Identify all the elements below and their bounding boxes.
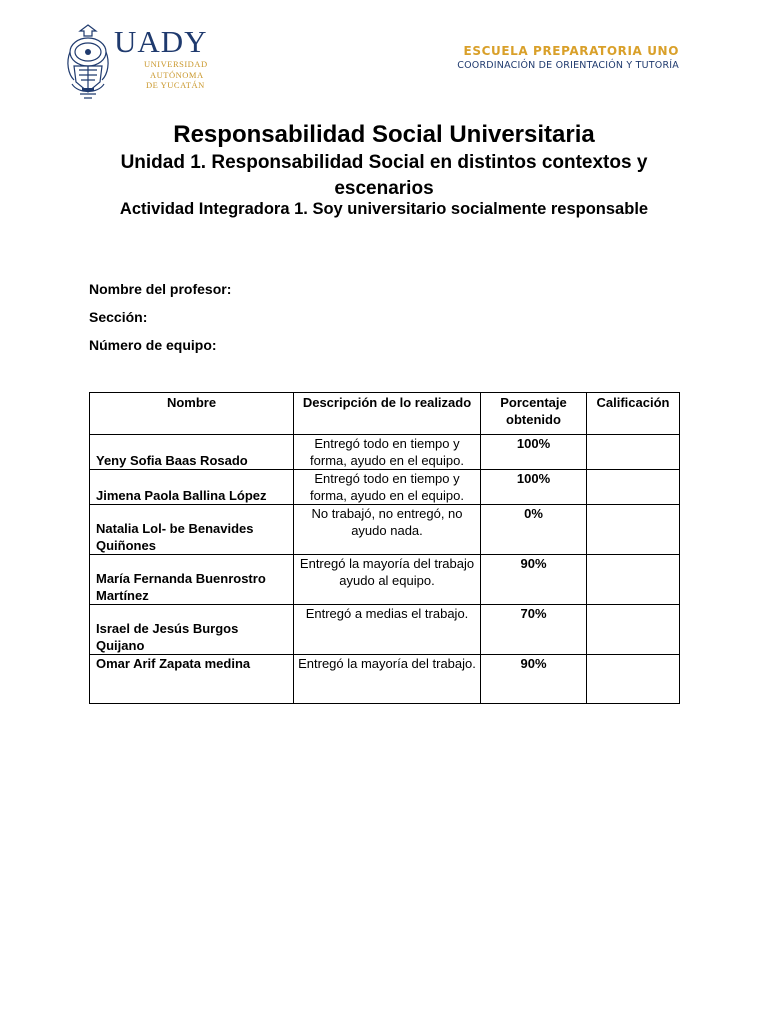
team-number-label: Número de equipo:	[89, 337, 217, 353]
row-name: María Fernanda Buenrostro Martínez	[90, 555, 294, 605]
row-name: Yeny Sofia Baas Rosado	[90, 435, 294, 470]
school-header	[457, 44, 679, 71]
row-description: Entregó la mayoría del trabajo.	[294, 655, 481, 704]
row-name: Natalia Lol- be Benavides Quiñones	[90, 505, 294, 555]
table-header-row	[90, 393, 680, 435]
row-name: Jimena Paola Ballina López	[90, 470, 294, 505]
row-percentage: 100%	[481, 435, 587, 470]
row-percentage: 0%	[481, 505, 587, 555]
table-row	[90, 470, 680, 505]
school-name: ESCUELA PREPARATORIA UNO	[463, 44, 679, 58]
table-row	[90, 605, 680, 655]
row-percentage: 70%	[481, 605, 587, 655]
row-grade	[587, 505, 680, 555]
evaluation-table	[89, 392, 680, 704]
row-grade	[587, 470, 680, 505]
activity-title: Actividad Integradora 1. Soy universitario socialmente responsable	[119, 200, 649, 218]
logo-line-3: DE YUCATÁN	[146, 80, 205, 90]
row-grade	[587, 655, 680, 704]
table-row	[90, 555, 680, 605]
table-row	[90, 655, 680, 704]
header-description: Descripción de lo realizado	[294, 393, 481, 435]
header-name: Nombre	[90, 393, 294, 435]
row-percentage: 100%	[481, 470, 587, 505]
main-title: Responsabilidad Social Universitaria	[173, 121, 595, 148]
row-percentage: 90%	[481, 555, 587, 605]
logo-line-1: UNIVERSIDAD	[144, 59, 208, 69]
professor-label: Nombre del profesor:	[89, 281, 232, 297]
school-subtitle: COORDINACIÓN DE ORIENTACIÓN Y TUTORÍA	[457, 60, 679, 71]
university-seal-icon	[62, 22, 114, 102]
header-grade: Calificación	[587, 393, 680, 435]
header-percentage: Porcentaje obtenido	[481, 393, 587, 435]
table-row	[90, 505, 680, 555]
uady-logo	[62, 22, 222, 104]
logo-wordmark: UADY	[114, 24, 208, 59]
row-name: Israel de Jesús Burgos Quijano	[90, 605, 294, 655]
row-description: No trabajó, no entregó, no ayudo nada.	[294, 505, 481, 555]
section-label: Sección:	[89, 309, 148, 325]
row-grade	[587, 435, 680, 470]
row-name: Omar Arif Zapata medina	[90, 655, 294, 704]
unit-title: Unidad 1. Responsabilidad Social en distintos contextos y escenarios	[120, 152, 648, 199]
logo-line-2: AUTÓNOMA	[150, 70, 204, 80]
row-description: Entregó la mayoría del trabajo ayudo al equipo.	[294, 555, 481, 605]
row-description: Entregó a medias el trabajo.	[294, 605, 481, 655]
table-row	[90, 435, 680, 470]
row-description: Entregó todo en tiempo y forma, ayudo en el equipo.	[294, 470, 481, 505]
row-grade	[587, 605, 680, 655]
row-percentage: 90%	[481, 655, 587, 704]
row-grade	[587, 555, 680, 605]
row-description: Entregó todo en tiempo y forma, ayudo en el equipo.	[294, 435, 481, 470]
